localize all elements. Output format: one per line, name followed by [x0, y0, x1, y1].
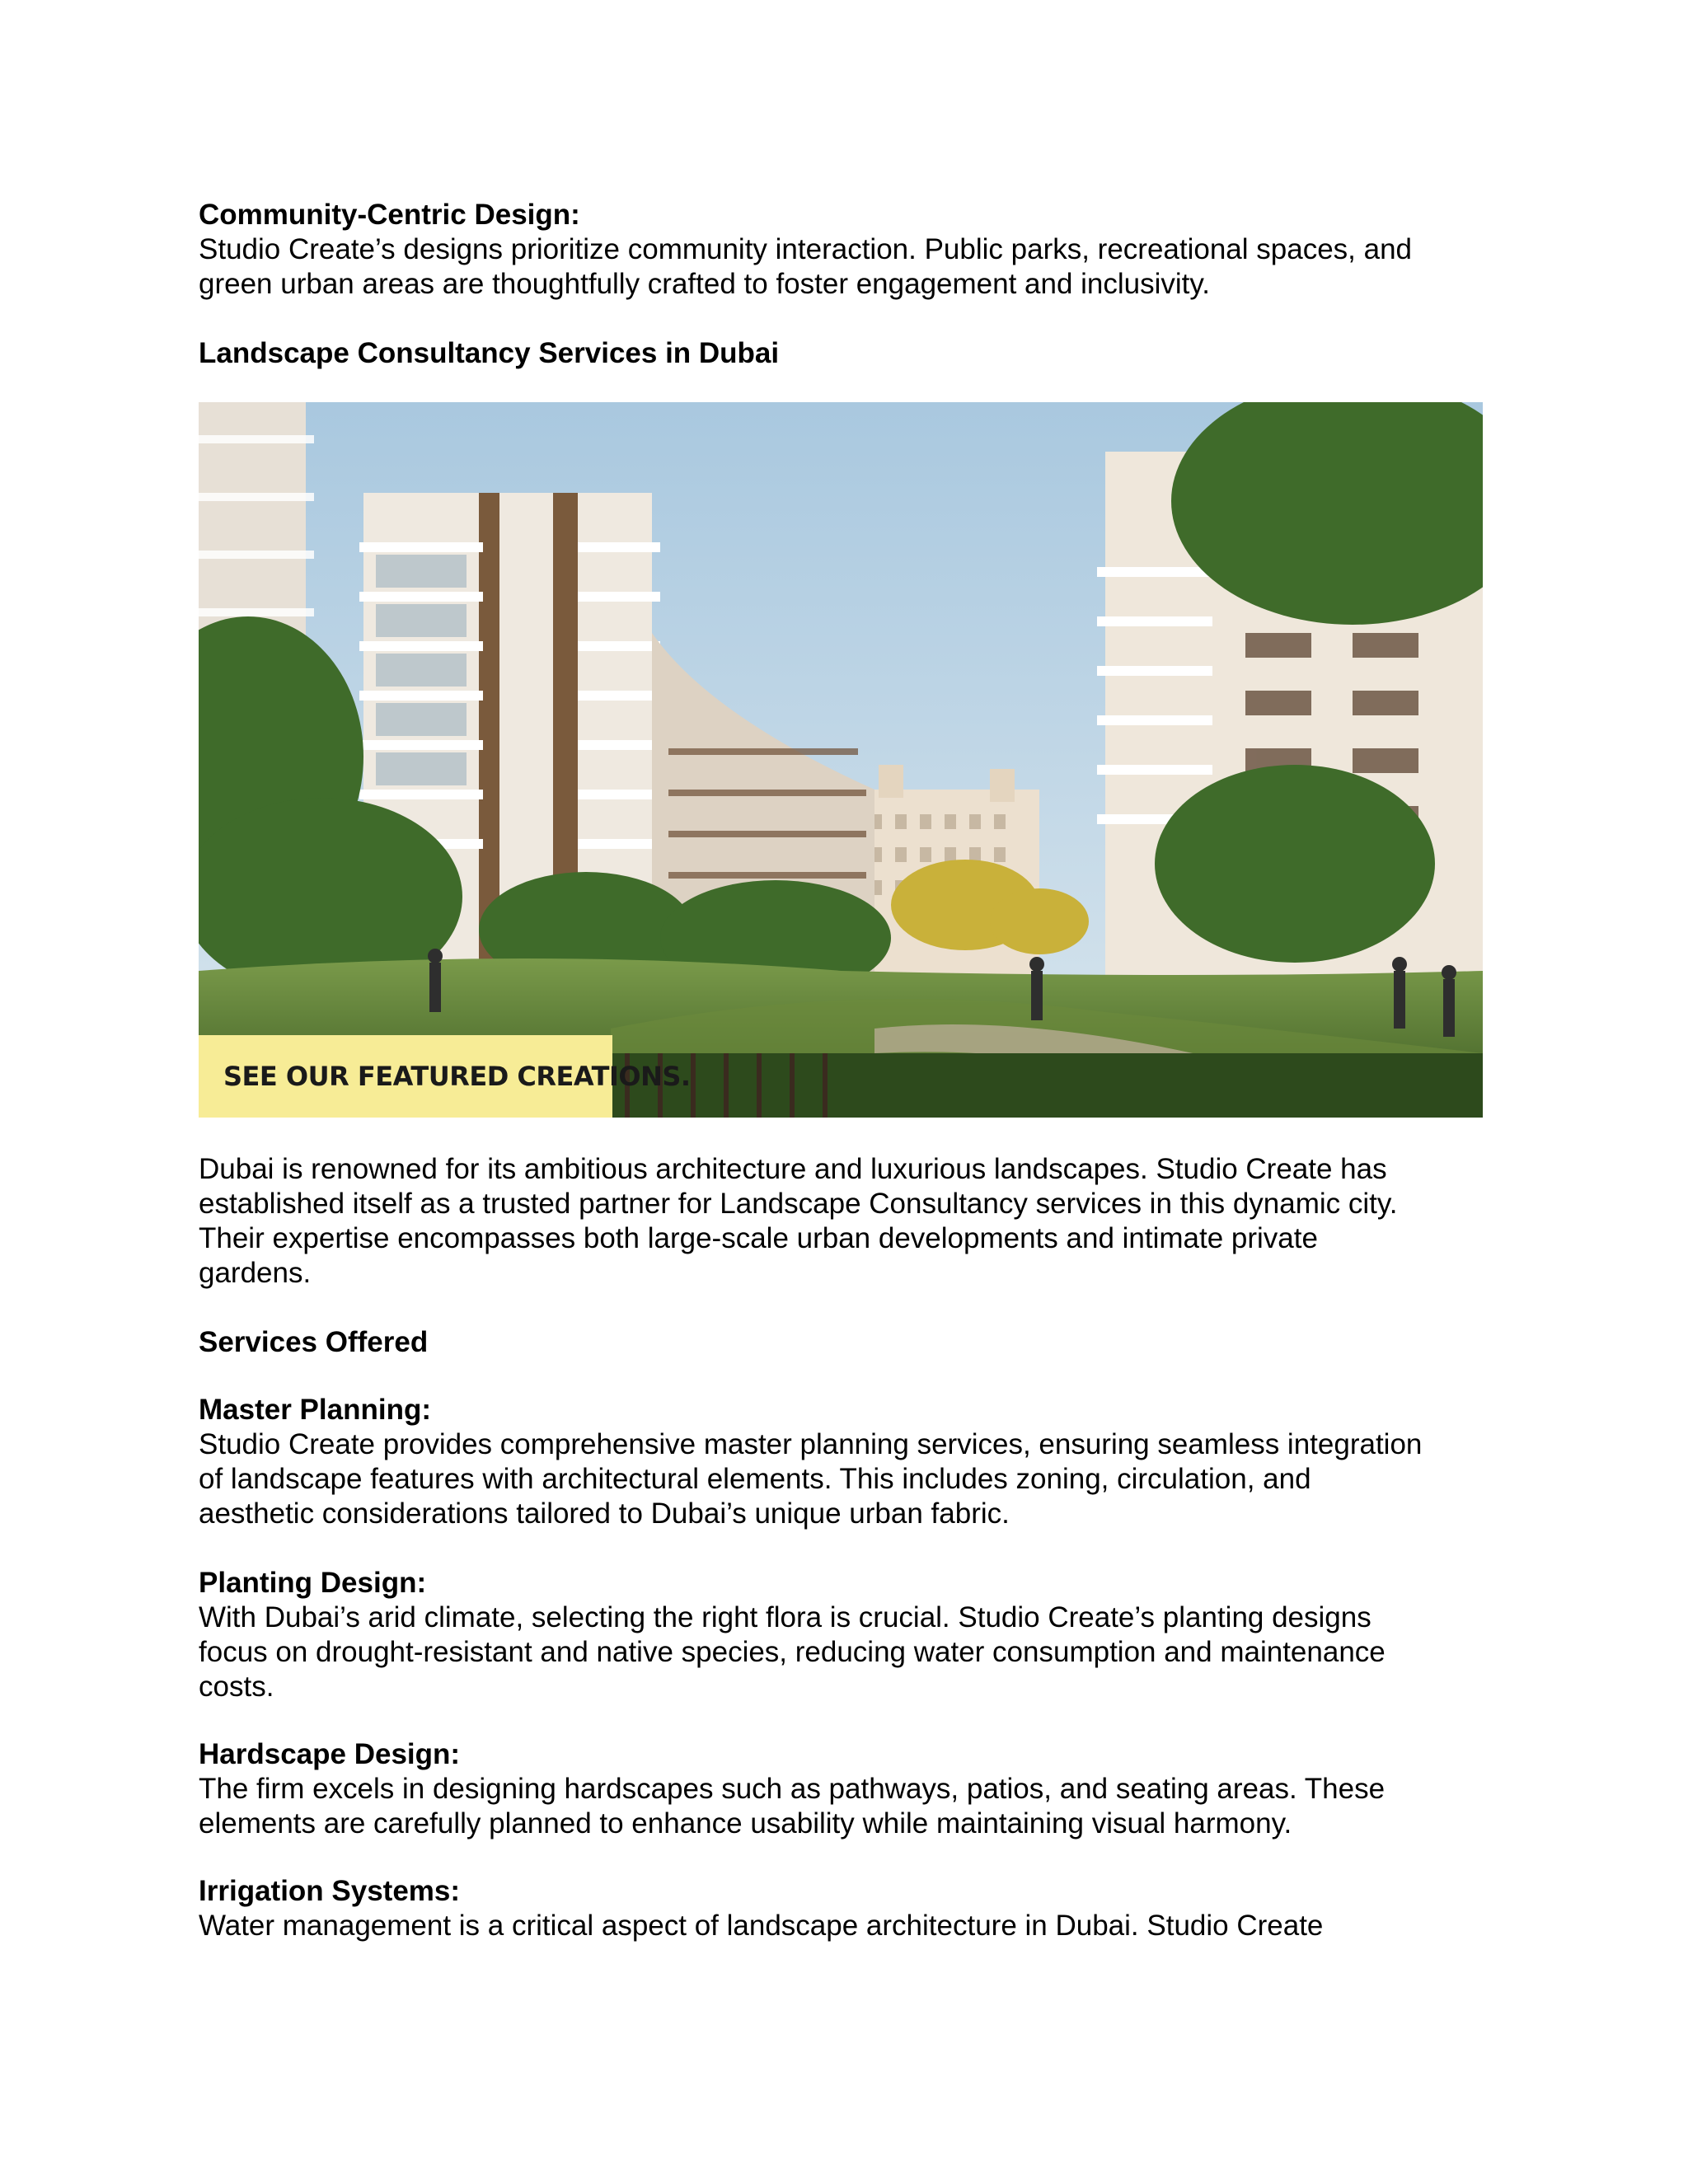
community-line-1: Studio Create’s designs prioritize community interaction. Public parks, recreational spaces, and: [199, 233, 1413, 265]
hardscape-design-line-2: elements are carefully planned to enhance usability while maintaining visual harmony.: [199, 1807, 1292, 1840]
irrigation-heading: Irrigation Systems:: [199, 1875, 461, 1907]
planting-design-line-3: costs.: [199, 1671, 274, 1703]
irrigation-section: [199, 1874, 1501, 1943]
master-planning-line-1: Studio Create provides comprehensive master planning services, ensuring seamless integration: [199, 1428, 1423, 1460]
hardscape-design-line-1: The firm excels in designing hardscapes such as pathways, patios, and seating areas. These: [199, 1773, 1386, 1805]
featured-creations-banner[interactable]: [199, 1035, 691, 1118]
hardscape-design-section: [199, 1737, 1501, 1841]
hero-image: [199, 402, 1483, 1118]
irrigation-line-1: Water management is a critical aspect of landscape architecture in Dubai. Studio Create: [199, 1910, 1324, 1942]
intro-line-1: Dubai is renowned for its ambitious architecture and luxurious landscapes. Studio Create has: [199, 1153, 1387, 1185]
community-heading: Community-Centric Design:: [199, 199, 580, 231]
planting-design-heading: Planting Design:: [199, 1567, 427, 1599]
intro-line-3: Their expertise encompasses both large-scale urban developments and intimate private: [199, 1222, 1318, 1254]
master-planning-line-2: of landscape features with architectural elements. This includes zoning, circulation, and: [199, 1463, 1311, 1495]
hardscape-design-heading: Hardscape Design:: [199, 1738, 461, 1770]
master-planning-line-3: aesthetic considerations tailored to Dubai’s unique urban fabric.: [199, 1497, 1010, 1530]
community-section: [199, 198, 1501, 302]
planting-design-section: [199, 1566, 1501, 1704]
intro-line-4: gardens.: [199, 1257, 312, 1289]
intro-line-2: established itself as a trusted partner for Landscape Consultancy services in this dynamic city.: [199, 1188, 1398, 1220]
community-line-2: green urban areas are thoughtfully crafted to foster engagement and inclusivity.: [199, 268, 1211, 300]
intro-paragraph: [199, 1152, 1501, 1291]
planting-design-line-2: focus on drought-resistant and native species, reducing water consumption and maintenance: [199, 1636, 1386, 1668]
planting-design-line-1: With Dubai’s arid climate, selecting the right flora is crucial. Studio Create’s planting designs: [199, 1601, 1372, 1633]
hero-illustration: [199, 402, 1483, 1118]
master-planning-section: [199, 1393, 1501, 1531]
featured-creations-label: SEE OUR FEATURED CREATIONS.: [223, 1061, 691, 1092]
consultancy-heading: Landscape Consultancy Services in Dubai: [199, 337, 780, 369]
services-heading: Services Offered: [199, 1326, 429, 1358]
master-planning-heading: Master Planning:: [199, 1394, 431, 1426]
